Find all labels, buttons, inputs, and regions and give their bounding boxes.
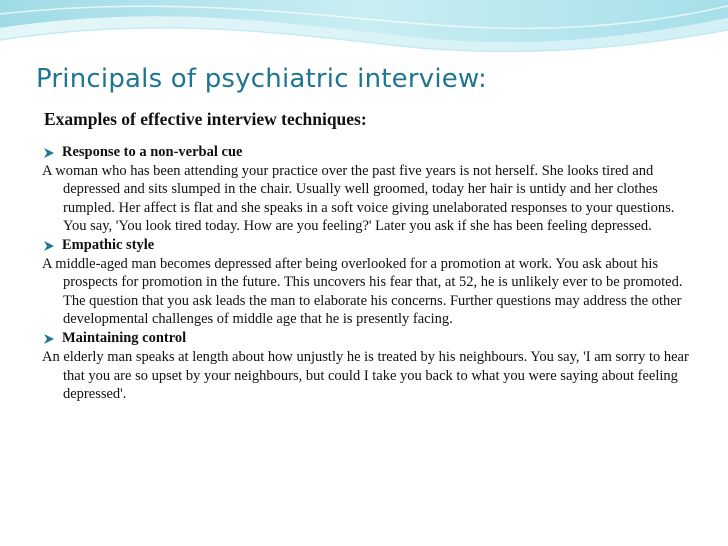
- section-heading-label: Maintaining control: [62, 330, 187, 347]
- section-heading: [42, 236, 692, 255]
- arrow-bullet-icon: [42, 329, 58, 348]
- section-non-verbal-cue: [42, 143, 692, 235]
- slide-subtitle: Examples of effective interview techniques:: [44, 109, 367, 129]
- section-paragraph: An elderly man speaks at length about how unjustly he is treated by his neighbours. You say, 'I am sorry to hear that you are so upset by your neighbours, but could I take you back to what you were saying about feeling depressed'.: [42, 349, 689, 402]
- section-heading-label: Response to a non-verbal cue: [62, 144, 243, 160]
- slide-title: Principals of psychiatric interview:: [36, 64, 487, 94]
- section-maintaining-control: [42, 329, 692, 403]
- section-heading: [42, 329, 692, 348]
- section-empathic-style: [42, 236, 692, 328]
- section-paragraph: A woman who has been attending your practice over the past five years is not herself. She looks tired and depressed and sits slumped in the chair. Usually well groomed, today her hair is untidy and her clothes rumpled. Her affect is flat and she speaks in a soft voice giving unelaborated responses to your questions. You say, 'You look tired today. How are you feeling?' Later you ask if she has been feeling depressed.: [42, 163, 675, 234]
- slide-content: [42, 107, 692, 404]
- arrow-bullet-icon: [42, 143, 58, 162]
- section-paragraph: A middle-aged man becomes depressed after being overlooked for a promotion at work. You ask about his prospects for promotion in the future. This uncovers his fear that, at 52, he is unlikely ever to be promoted. The question that you ask leads the man to elaborate his concerns. Further questions may address the other developmental challenges of middle age that he is presently facing.: [42, 256, 683, 328]
- arrow-bullet-icon: [42, 236, 58, 255]
- header-wave-decoration: [0, 0, 728, 70]
- section-heading-label: Empathic style: [62, 237, 155, 254]
- section-heading: [42, 143, 692, 162]
